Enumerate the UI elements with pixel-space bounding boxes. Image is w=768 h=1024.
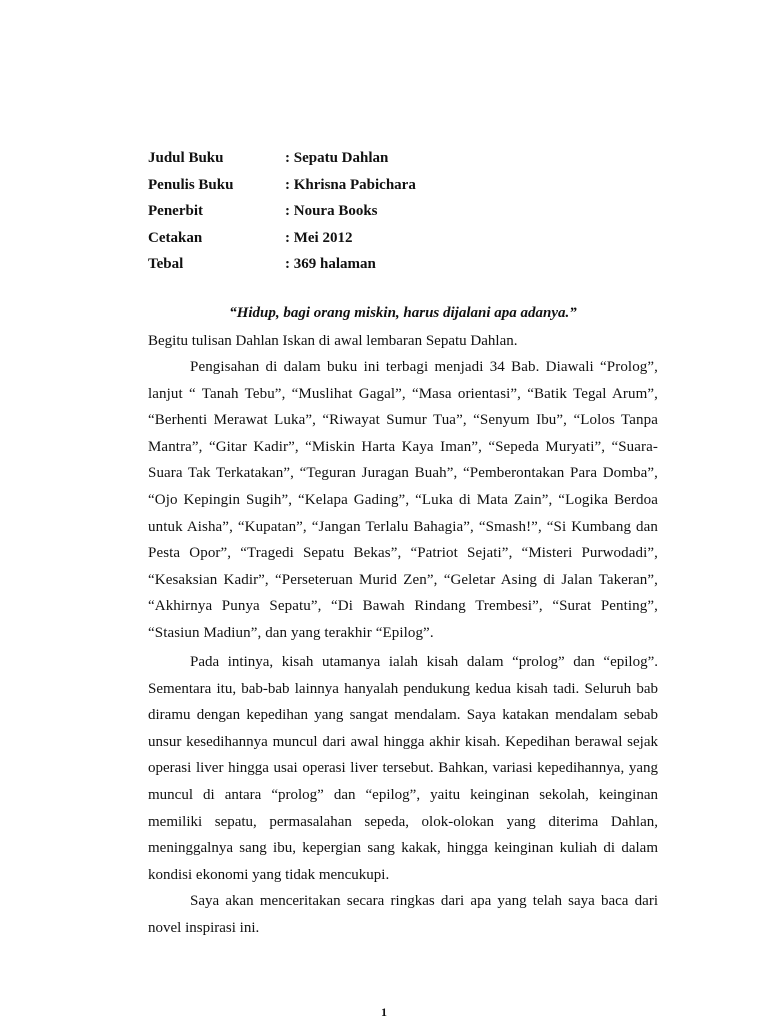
paragraph-chapters: Pengisahan di dalam buku ini terbagi menjadi 34 Bab. Diawali “Prolog”, lanjut “ Tanah Tebu”, “Muslihat Gagal”, “Masa orientasi”, “Batik Tegal Arum”, “Berhenti Merawat Luka”, “Riwayat Sumur Tua”, “Senyum Ibu”, “Lolos Tanpa Mantra”, “Gitar Kadir”, “Miskin Harta Kaya Iman”, “Sepeda Muryati”, “Suara-Suara Tak Terkatakan”, “Teguran Juragan Buah”, “Pemberontakan Para Domba”, “Ojo Kepingin Sugih”, “Kelapa Gading”, “Luka di Mata Zain”, “Logika Berdoa untuk Aisha”, “Kupatan”, “Jangan Terlalu Bahagia”, “Smash!”, “Si Kumbang dan Pesta Opor”, “Tragedi Sepatu Bekas”, “Patriot Sejati”, “Misteri Purwodadi”, “Kesaksian Kadir”, “Perseteruan Murid Zen”, “Geletar Asing di Jalan Takeran”, “Akhirnya Punya Sepatu”, “Di Bawah Rindang Trembesi”, “Surat Penting”, “Stasiun Madiun”, dan yang terakhir “Epilog”. [148, 359, 658, 641]
book-info-label: Tebal [148, 256, 184, 273]
book-info-row [148, 251, 416, 278]
book-info-value: : Noura Books [285, 203, 378, 220]
opening-quote: “Hidup, bagi orang miskin, harus dijalani apa adanya.” [229, 305, 577, 321]
book-info-label: Judul Buku [148, 150, 224, 166]
paragraph-closing: Saya akan menceritakan secara ringkas dari apa yang telah saya baca dari novel inspirasi ini. [148, 893, 658, 936]
book-info-row [148, 172, 416, 199]
book-info-value: : Mei 2012 [285, 229, 353, 246]
book-info-label: Penulis Buku [148, 176, 234, 193]
book-info-label: Penerbit [148, 203, 203, 220]
book-info-value: : Khrisna Pabichara [285, 176, 416, 193]
intro-sentence: Begitu tulisan Dahlan Iskan di awal lembaran Sepatu Dahlan. [148, 333, 518, 349]
book-info-table [148, 145, 416, 278]
book-info-label: Cetakan [148, 229, 203, 246]
page-number: 1 [381, 1005, 387, 1019]
book-info-row [148, 145, 416, 172]
book-info-value: : 369 halaman [285, 256, 376, 273]
paragraph-summary: Pada intinya, kisah utamanya ialah kisah dalam “prolog” dan “epilog”. Sementara itu, bab-bab lainnya hanyalah pendukung kedua kisah tadi. Seluruh bab diramu dengan kepedihan yang sangat mendalam. Saya katakan mendalam sebab unsur kesedihannya muncul dari awal hingga akhir kisah. Kepedihan berawal sejak operasi liver hingga usai operasi liver tersebut. Bahkan, variasi kepedihannya, yang muncul di antara “prolog” dan “epilog”, yaitu keinginan sekolah, keinginan memiliki sepatu, permasalahan sepeda, olok-olokan yang diterima Dahlan, meninggalnya sang ibu, kepergian sang kakak, hingga keinginan kuliah di dalam kondisi ekonomi yang tidak mencukupi. [148, 654, 658, 883]
book-info-row [148, 225, 416, 252]
book-info-value: : Sepatu Dahlan [285, 150, 389, 166]
book-info-row [148, 198, 416, 225]
